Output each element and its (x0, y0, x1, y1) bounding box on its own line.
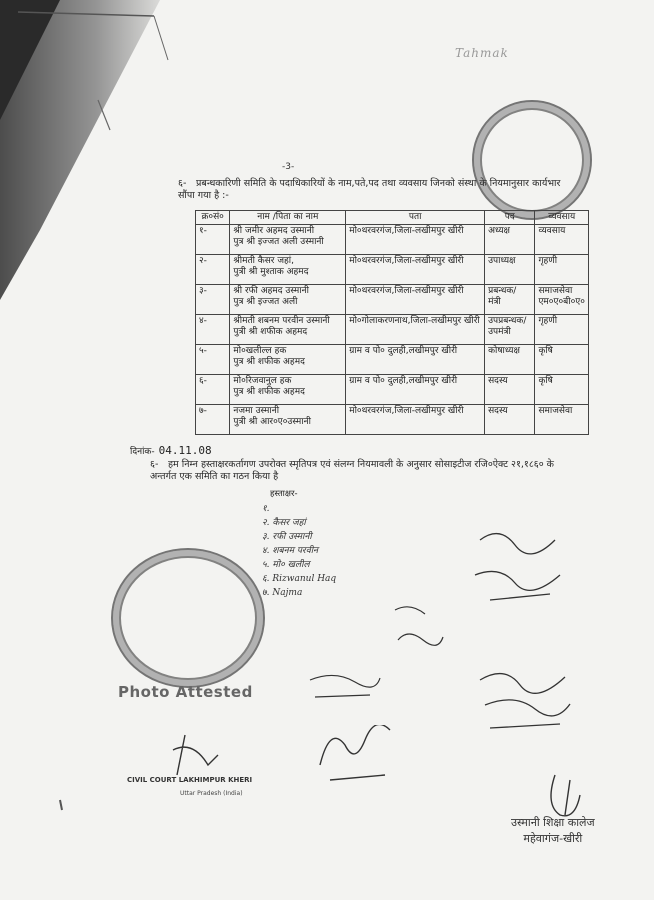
col-header-occupation: व्यवसाय (535, 211, 589, 225)
committee-intro-paragraph (178, 178, 578, 202)
college-seal-stamp (472, 100, 592, 220)
cell-post (485, 375, 535, 405)
date-line (130, 444, 212, 457)
member-name: मो०खलील्ल हक (233, 346, 287, 356)
table-row (196, 315, 589, 345)
occupation-line: समाजसेवा (538, 406, 573, 416)
cell-address: मो०थरवरगंज,जिला-लखीमपुर खीरी (346, 285, 485, 315)
cell-occupation (535, 345, 589, 375)
post-line-2: मंत्री (488, 297, 501, 307)
table-row (196, 255, 589, 285)
civil-court-stamp-text: CIVIL COURT LAKHIMPUR KHERI (127, 776, 253, 784)
member-father: पुत्र श्री शफीक अहमद (233, 357, 305, 367)
cell-post (485, 255, 535, 285)
college-place: महेवागंज-खीरी (523, 832, 583, 845)
signature-scribble (470, 660, 580, 740)
occupation-line: कृषि (538, 346, 553, 356)
cell-occupation (535, 405, 589, 435)
cell-sn: ४- (196, 315, 230, 345)
cell-address: मो०थरवरगंज,जिला-लखीमपुर खीरी (346, 255, 485, 285)
signature-scribble (390, 600, 450, 650)
signatures-label: हस्ताक्षर- (270, 489, 298, 499)
cell-address: ग्राम व पो० दुलही,लखीमपुर खीरी (346, 345, 485, 375)
cell-name (230, 345, 346, 375)
col-header-sn: क्र०सं० (196, 211, 230, 225)
post-line: उपप्रबन्धक/ (488, 316, 527, 326)
cell-name (230, 285, 346, 315)
declaration-paragraph (150, 459, 560, 483)
header-handwriting: Tahmak (455, 46, 509, 60)
signature-scribble (470, 520, 570, 610)
post-line: कोषाध्यक्ष (488, 346, 520, 356)
cell-occupation (535, 315, 589, 345)
cell-sn: ६- (196, 375, 230, 405)
signature-entry: ३. रफी उस्मानी (262, 532, 312, 542)
cell-post (485, 225, 535, 255)
member-name: नजमा उस्मानी (233, 406, 280, 416)
post-line: प्रबन्धक/ (488, 286, 517, 296)
signature-entry: ५. मो० खलील (262, 560, 310, 570)
post-line: सदस्य (488, 376, 508, 386)
cell-sn: १- (196, 225, 230, 255)
occupation-line: गृहणी (538, 316, 558, 326)
para-text: प्रबन्धकारिणी समिति के पदाधिकारियों के नाम,पते,पद तथा व्यवसाय जिनको संस्था के नियमानुसार कार्यभार सौंपा गया है :- (178, 178, 561, 201)
date-label: दिनांक- (130, 447, 155, 457)
cell-post (485, 285, 535, 315)
cell-address: मो०गोलाकरणनाथ,जिला-लखीमपुर खीरी (346, 315, 485, 345)
civil-court-stamp-sub: Uttar Pradesh (India) (180, 790, 243, 797)
post-line-2: उपमंत्री (488, 327, 511, 337)
col-header-name: नाम /पिता का नाम (230, 211, 346, 225)
member-father: पुत्र श्री इज्जत अली उस्मानी (233, 237, 324, 247)
college-name: उस्मानी शिक्षा कालेज (511, 816, 595, 829)
member-father: पुत्र श्री इज्जत अली (233, 297, 298, 307)
office-bearers-table (195, 210, 589, 435)
signature-scribble (305, 665, 385, 710)
signature-entry: २. कैसर जहां (262, 518, 306, 528)
cell-occupation (535, 375, 589, 405)
cell-occupation (535, 225, 589, 255)
cell-post (485, 405, 535, 435)
cell-address: मो०थरवरगंज,जिला-लखीमपुर खीरी (346, 225, 485, 255)
cell-sn: २- (196, 255, 230, 285)
cell-post (485, 345, 535, 375)
cell-post (485, 315, 535, 345)
photo-attested-stamp: Photo Attested (118, 683, 253, 701)
date-value: 04.11.08 (158, 444, 212, 457)
col-header-post: पद (485, 211, 535, 225)
cell-address: मो०थरवरगंज,जिला-लखीमपुर खीरी (346, 405, 485, 435)
table-row (196, 285, 589, 315)
cell-sn: ५- (196, 345, 230, 375)
cell-name (230, 255, 346, 285)
member-father: पुत्र श्री शफीक अहमद (233, 387, 305, 397)
occupation-line-2: एम०ए०बी०ए० (538, 297, 585, 307)
signature-scribble (315, 725, 395, 785)
signature-entry: ७. Najma (262, 588, 303, 598)
table-header-row (196, 211, 589, 225)
post-line: अध्यक्ष (488, 226, 511, 236)
cell-sn: ३- (196, 285, 230, 315)
member-name: मो०रिजवानुल हक (233, 376, 292, 386)
cell-occupation (535, 285, 589, 315)
member-father: पुत्री श्री शफीक अहमद (233, 327, 308, 337)
cell-name (230, 375, 346, 405)
table-row (196, 375, 589, 405)
signature-entry: ६. Rizwanul Haq (262, 574, 337, 584)
occupation-line: समाजसेवा (538, 286, 573, 296)
occupation-line: गृहणी (538, 256, 558, 266)
cell-name (230, 225, 346, 255)
member-name: श्रीमती शबनम परवीन उस्मानी (233, 316, 330, 326)
page-number: -3- (282, 162, 295, 172)
member-name: श्रीमती कैसर जहां, (233, 256, 294, 266)
occupation-line: व्यवसाय (538, 226, 566, 236)
cell-name (230, 315, 346, 345)
member-name: श्री रफी अहमद उस्मानी (233, 286, 309, 296)
para-number: ६- (178, 178, 187, 189)
signature-entry: १. (262, 504, 270, 514)
cell-address: ग्राम व पो० दुलही,लखीमपुर खीरी (346, 375, 485, 405)
cell-name (230, 405, 346, 435)
cell-occupation (535, 255, 589, 285)
college-signature-block (511, 815, 595, 847)
post-line: सदस्य (488, 406, 508, 416)
member-father: पुत्री श्री आर०ए०उस्मानी (233, 417, 311, 427)
signature-list (262, 502, 336, 600)
table-row (196, 345, 589, 375)
member-name: श्री जमीर अहमद उस्मानी (233, 226, 315, 236)
occupation-line: कृषि (538, 376, 553, 386)
signature-scribble (540, 770, 600, 820)
table-row (196, 405, 589, 435)
cell-sn: ७- (196, 405, 230, 435)
signature-scribble (165, 730, 225, 780)
court-seal-stamp (111, 548, 265, 688)
signature-entry: ४. शबनम परवीन (262, 546, 319, 556)
table-row (196, 225, 589, 255)
para-text: हम निम्न हस्ताक्षरकर्तागण उपरोक्त स्मृतिपत्र एवं संलग्न नियमावली के अनुसार सोसाइटीज रजि०ऐक्ट २१,१८६० के अन्तर्गत एक समिति का गठन किया है (150, 459, 554, 482)
col-header-address: पता (346, 211, 485, 225)
para-number: ६- (150, 459, 159, 470)
post-line: उपाध्यक्ष (488, 256, 516, 266)
member-father: पुत्री श्री मुश्ताक अहमद (233, 267, 309, 277)
